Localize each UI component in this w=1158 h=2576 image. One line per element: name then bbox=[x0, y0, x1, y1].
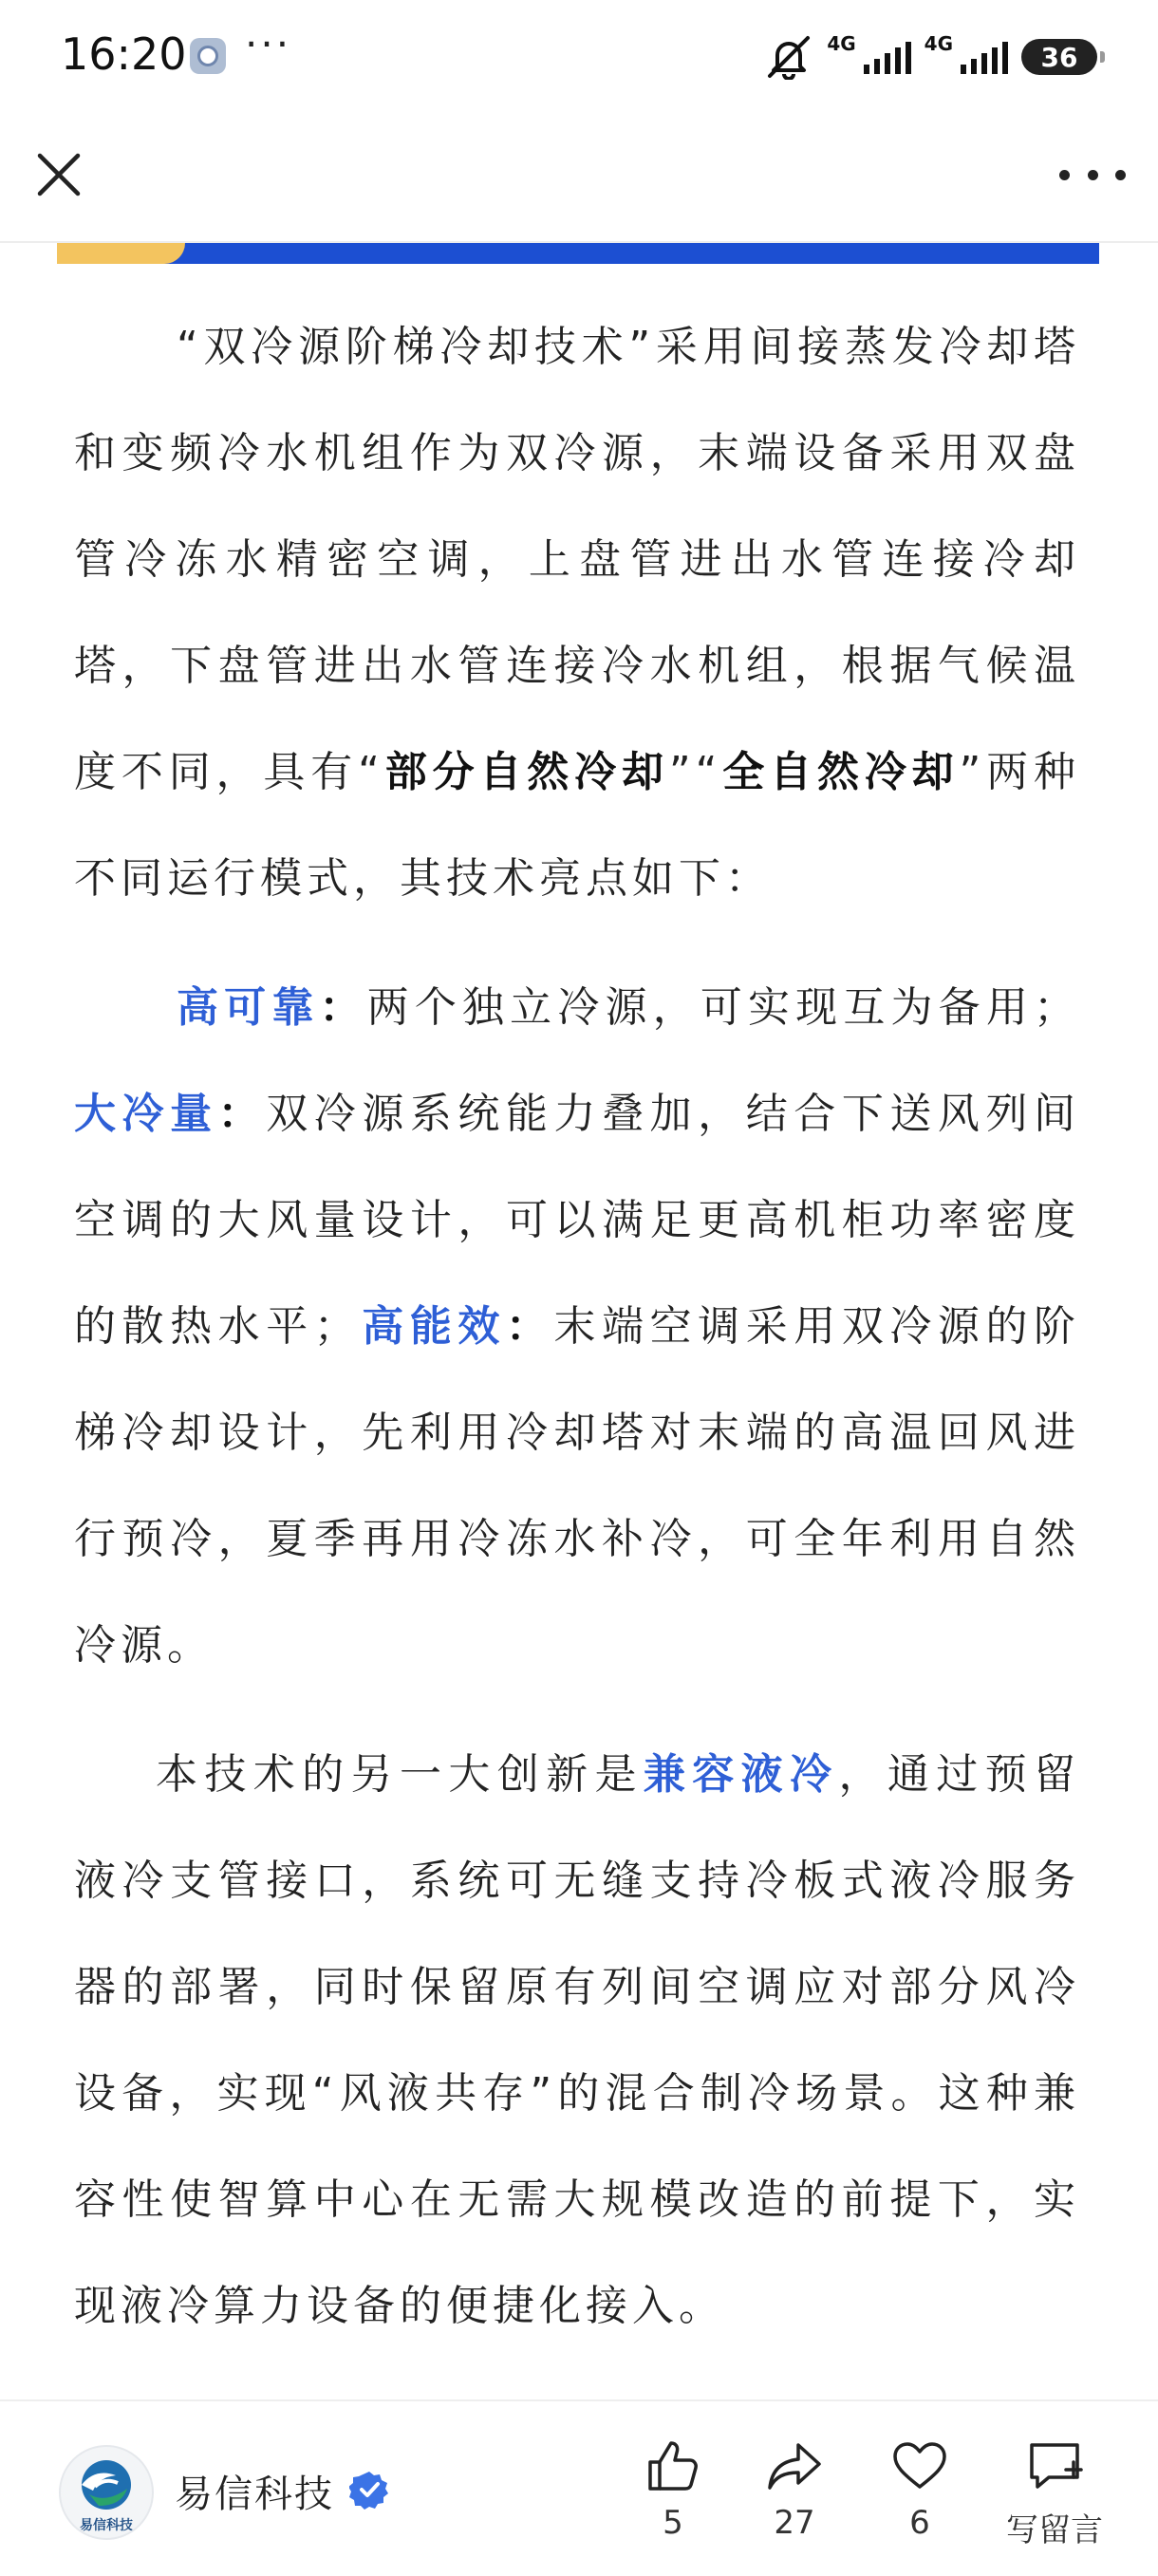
p2-text-2: 双冷源系统能力叠加，结合下送风列间空调的大风量设计，可以满足更高机柜功率密度的散热水平； bbox=[74, 1090, 1081, 1351]
highlight-high-efficiency: 高能效 bbox=[360, 1302, 506, 1351]
highlight-liquid-compatible: 兼容液冷 bbox=[643, 1750, 839, 1799]
status-right-group bbox=[764, 28, 1097, 85]
more-dot bbox=[1059, 170, 1070, 180]
top-nav-bar bbox=[0, 110, 1158, 243]
share-button[interactable] bbox=[733, 2436, 856, 2542]
favorite-count: 6 bbox=[909, 2504, 930, 2542]
status-time: 16:20 bbox=[61, 28, 187, 80]
highlight-large-capacity: 大冷量 bbox=[74, 1090, 218, 1138]
status-more-icon: ··· bbox=[245, 21, 292, 67]
network-type-1: 4G bbox=[827, 32, 856, 55]
p2-colon-1: ： bbox=[319, 983, 367, 1032]
p2-colon-3: ： bbox=[505, 1302, 554, 1351]
verified-badge-icon bbox=[349, 2470, 389, 2510]
p2-colon-2: ： bbox=[217, 1090, 267, 1138]
battery-icon bbox=[1021, 39, 1097, 75]
comment-add-icon bbox=[1024, 2436, 1085, 2496]
avatar-label: 易信科技 bbox=[80, 2518, 133, 2533]
author-name[interactable]: 易信科技 bbox=[175, 2473, 334, 2516]
mute-icon bbox=[764, 34, 813, 80]
more-dot bbox=[1088, 170, 1098, 180]
status-bar bbox=[0, 0, 1158, 110]
article-banner-image bbox=[57, 243, 1099, 264]
p2-text-1: 两个独立冷源，可实现互为备用； bbox=[366, 983, 1081, 1032]
author-avatar[interactable] bbox=[59, 2445, 154, 2540]
p1-text-3: ”两种不同运行模式，其技术亮点如下： bbox=[74, 748, 1081, 903]
app-notification-icon bbox=[190, 38, 226, 74]
bottom-action-bar bbox=[0, 2399, 1158, 2576]
comment-button[interactable] bbox=[983, 2436, 1126, 2550]
battery-level: 36 bbox=[1040, 41, 1078, 73]
close-button[interactable] bbox=[28, 144, 89, 205]
more-dot bbox=[1115, 170, 1126, 180]
like-count: 5 bbox=[663, 2504, 683, 2542]
p3-text-2: ，通过预留液冷支管接口，系统可无缝支持冷板式液冷服务器的部署，同时保留原有列间空调应对部分风冷设备，实现“风液共存”的混合制冷场景。这种兼容性使智算中心在无需大规模改造的前提下，实现液冷算力设备的便捷化接入。 bbox=[74, 1750, 1081, 2330]
signal-icon bbox=[961, 40, 1008, 74]
paragraph-1 bbox=[74, 294, 1080, 932]
p3-text-1: 本技术的另一大创新是 bbox=[156, 1750, 644, 1799]
p1-bold-2: 全自然冷却 bbox=[721, 748, 960, 796]
favorite-button[interactable] bbox=[858, 2436, 981, 2542]
highlight-high-reliability: 高可靠 bbox=[177, 983, 320, 1032]
share-count: 27 bbox=[774, 2504, 815, 2542]
comment-label: 写留言 bbox=[1006, 2511, 1103, 2549]
heart-icon bbox=[889, 2436, 950, 2496]
banner-accent bbox=[57, 243, 185, 264]
p1-text-2: ”“ bbox=[668, 748, 722, 796]
p2-text-3: 末端空调采用双冷源的阶梯冷却设计，先利用冷却塔对末端的高温回风进行预冷，夏季再用冷冻水补冷，可全年利用自然冷源。 bbox=[74, 1302, 1081, 1670]
like-button[interactable] bbox=[611, 2436, 735, 2542]
p1-bold-1: 部分自然冷却 bbox=[383, 748, 669, 796]
share-icon bbox=[764, 2436, 825, 2496]
network-type-2: 4G bbox=[924, 32, 953, 55]
close-icon bbox=[28, 144, 89, 205]
paragraph-3 bbox=[74, 1722, 1080, 2360]
p1-text-1: “双冷源阶梯冷却技术”采用间接蒸发冷却塔和变频冷水机组作为双冷源，末端设备采用双盘管冷冻水精密空调，上盘管进出水管连接冷却塔，下盘管进出水管连接冷水机组，根据气候温度不同，具有“ bbox=[74, 323, 1080, 796]
more-options-button[interactable] bbox=[1059, 148, 1126, 201]
paragraph-2 bbox=[74, 955, 1080, 1699]
thumbs-up-icon bbox=[643, 2436, 703, 2496]
article-body bbox=[74, 294, 1080, 2382]
signal-icon bbox=[864, 40, 911, 74]
